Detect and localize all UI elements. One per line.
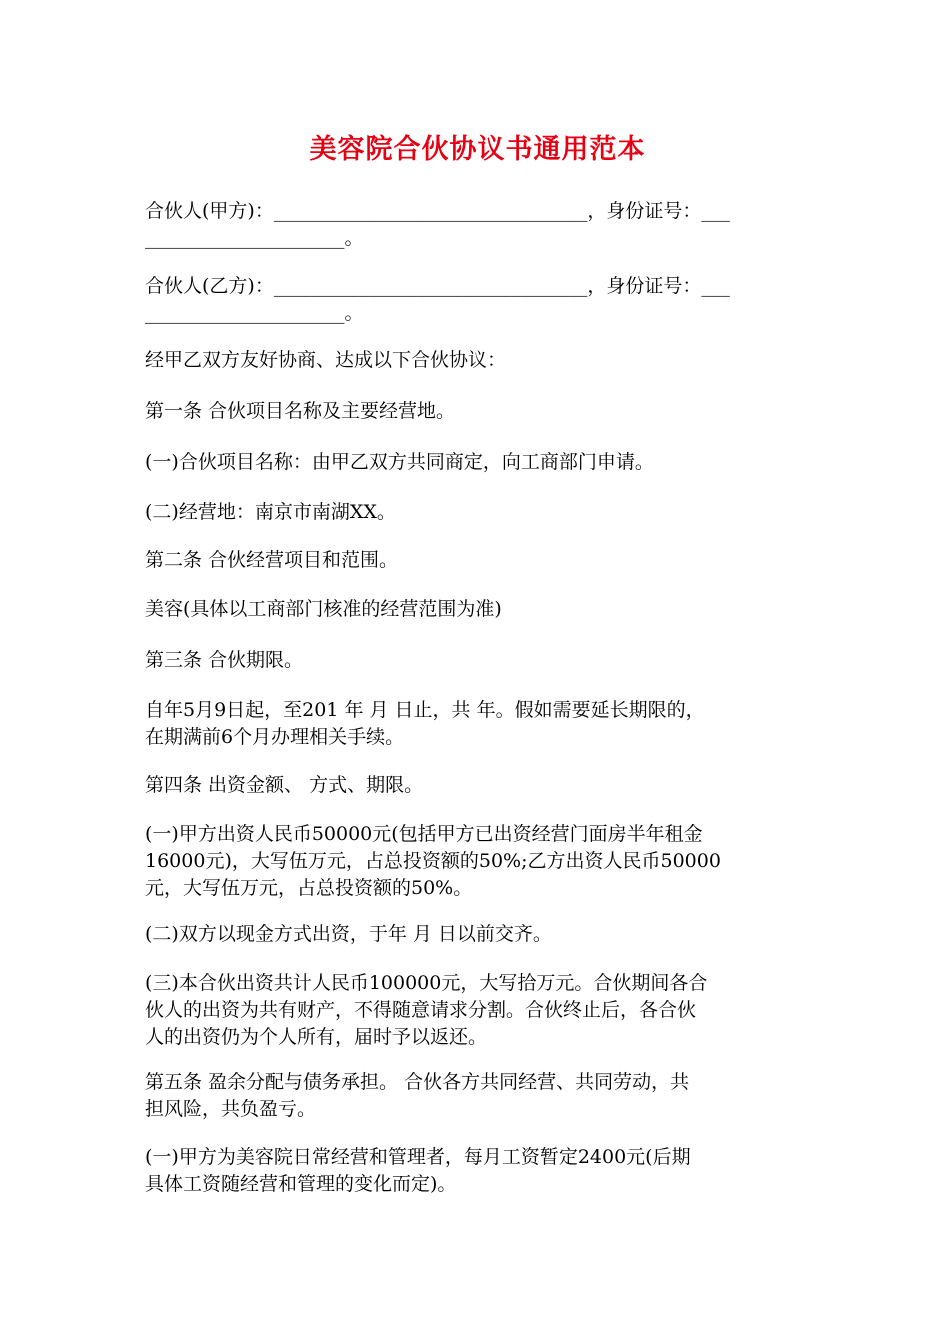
article-4-item-3: (三)本合伙出资共计人民币100000元，大写拾万元。合伙期间各合 伙人的出资为共有财产，不得随意请求分割。合伙终止后，各合伙 人的出资仍为个人所有，届时予以返还。 <box>145 972 708 1048</box>
party-a-line: 合伙人(甲方)：_________________________________，身份证号：___ _____________________。 <box>145 200 730 249</box>
article-2-body: 美容(具体以工商部门核准的经营范围为准) <box>145 598 502 620</box>
article-4-heading: 第四条 出资金额、 方式、期限。 <box>145 774 424 796</box>
article-4-item-1: (一)甲方出资人民币50000元(包括甲方已出资经营门面房半年租金 16000元)，大写伍万元，占总投资额的50%;乙方出资人民币50000 元，大写伍万元，占总投资额的50%。 <box>145 823 721 899</box>
article-3-body: 自年5月9日起，至201 年 月 日止，共 年。假如需要延长期限的， 在期满前6个月办理相关手续。 <box>145 699 705 748</box>
article-5-item-1: (一)甲方为美容院日常经营和管理者，每月工资暂定2400元(后期 具体工资随经营和管理的变化而定)。 <box>145 1146 691 1195</box>
article-2-heading: 第二条 合伙经营项目和范围。 <box>145 549 399 571</box>
intro-paragraph: 经甲乙双方友好协商、达成以下合伙协议： <box>145 349 507 371</box>
article-1-item-1: (一)合伙项目名称：由甲乙双方共同商定，向工商部门申请。 <box>145 451 654 473</box>
party-b-line: 合伙人(乙方)：_________________________________，身份证号：___ _____________________。 <box>145 275 730 324</box>
article-5-heading: 第五条 盈余分配与债务承担。 合伙各方共同经营、共同劳动，共 担风险，共负盈亏。 <box>145 1071 690 1120</box>
article-4-item-2: (二)双方以现金方式出资，于年 月 日以前交齐。 <box>145 923 552 945</box>
article-1-item-2: (二)经营地：南京市南湖XX。 <box>145 501 396 523</box>
article-3-heading: 第三条 合伙期限。 <box>145 649 304 671</box>
article-1-heading: 第一条 合伙项目名称及主要经营地。 <box>145 400 456 422</box>
document-title: 美容院合伙协议书通用范本 <box>309 134 646 165</box>
